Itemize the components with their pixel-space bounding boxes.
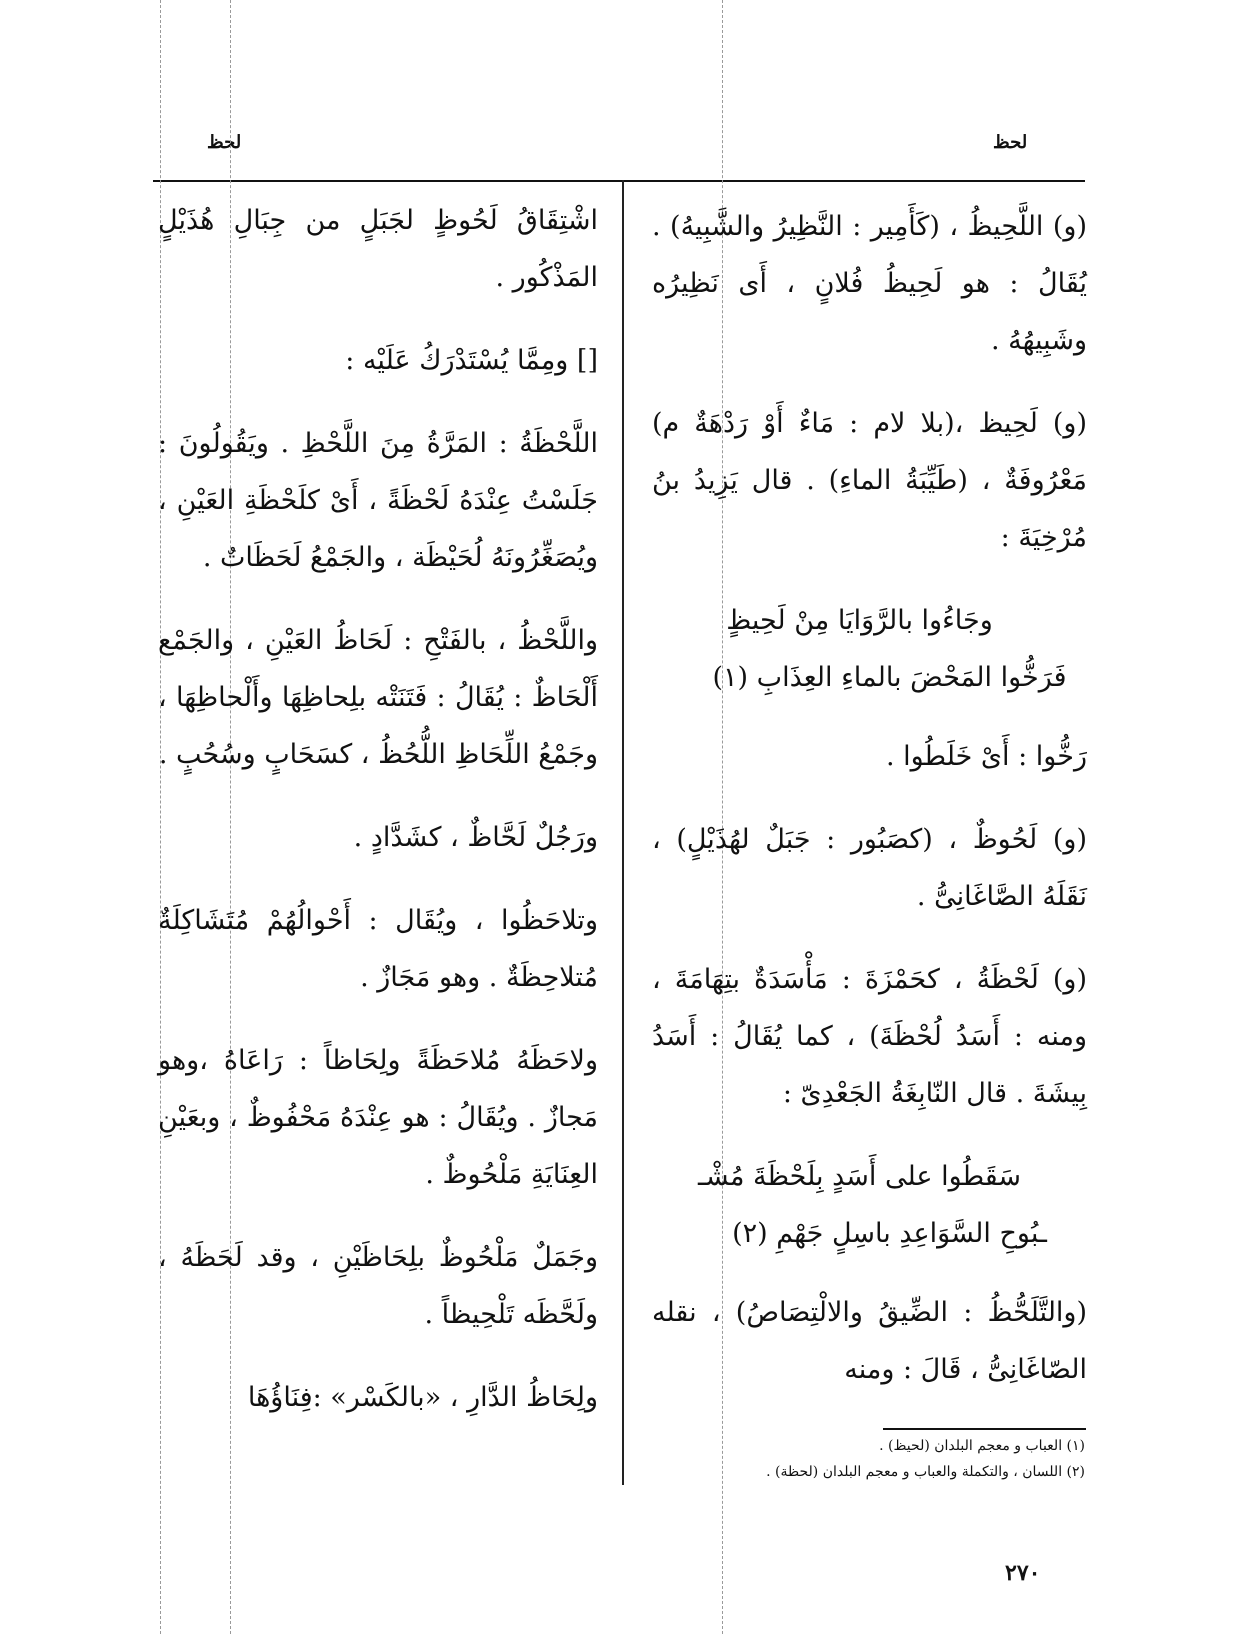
entry-paragraph: اللَّحْظَةُ : المَرَّةُ مِنَ اللَّحْظِ . ويَقُولُونَ : جَلَسْتُ عِنْدَهُ لَحْظَةً ، أَىْ كلَحْظَةِ العَيْنِ ، ويُصَغِّرُونَهُ لُحَيْظَة ، والجَمْعُ لَحَظَاتٌ .: [158, 428, 598, 573]
entry-paragraph: (و) لَحْظَةُ ، كحَمْزَةَ : مَأْسَدَةٌ بتِهَامَةَ ، ومنه : أَسَدُ لُحْظَةَ) ، كما يُقَالُ : أَسَدُ بِيشَةَ . قال النّابِغَةُ الجَعْدِىّ :: [652, 964, 1087, 1109]
entry-paragraph: وتلاحَظُوا ، ويُقَال : أَحْوالُهُمْ مُتَشَاكِلَةٌ مُتلاحِظَةٌ . وهو مَجَازٌ .: [158, 905, 598, 993]
footnote-rule: [883, 1428, 1086, 1430]
entry-paragraph: (و) لَحُوظٌ ، (كصَبُور : جَبَلٌ لهُذَيْلٍ) ، نَقَلَهُ الصَّاغَانِىُّ .: [652, 824, 1087, 912]
page-number: ٢٧٠: [1005, 1560, 1041, 1586]
footnotes: [620, 1433, 1085, 1485]
entry-paragraph: وجَمَلٌ مَلْحُوظٌ بلِحَاظَيْنِ ، وقد لَحَظَهُ ، ولَحَّظَه تَلْحِيظاً .: [158, 1242, 598, 1330]
entry-paragraph: ولاحَظَهُ مُلاحَظَةً ولِحَاظاً : رَاعَاهُ ،وهو مَجازٌ . ويُقَالُ : هو عِنْدَهُ مَحْفُوظٌ ، وبعَيْنِ العِنَايَةِ مَلْحُوظٌ .: [158, 1045, 598, 1190]
verse-line: سَقَطُوا على أَسَدٍ بِلَحْظَةَ مُشْـ: [697, 1161, 1022, 1192]
entry-paragraph: (و) اللَّحِيظُ ، (كَأَمِير : النَّظِيرُ والشَّبِيهُ) . يُقَالُ : هو لَحِيظُ فُلانٍ ، أَى نَظِيرُه وشَبِيهُهُ .: [652, 211, 1087, 356]
entry-paragraph: (والتَّلَحُّظُ : الضِّيقُ والالْتِصَاصُ) ، نقله الصّاغَانِىُّ ، قَالَ : ومنه: [652, 1297, 1087, 1385]
entry-paragraph: (و) لَحِيظ ،(بلا لام : مَاءٌ أَوْ رَدْهَةٌ م) مَعْرُوفَةٌ ، (طَيِّبَةُ الماءِ) . قال يَزِيدُ بنُ مُرْخِيَةَ :: [652, 408, 1087, 553]
verse-line: وجَاءُوا بالرَّوَايَا مِنْ لَحِيظٍ: [726, 605, 993, 636]
entry-paragraph: رَخُّوا : أَىْ خَلَطُوا .: [885, 741, 1087, 772]
footnote: (٢) اللسان ، والتكملة والعباب و معجم البلدان (لحظة) .: [766, 1464, 1085, 1480]
header-rule: [153, 180, 1085, 182]
footnote: (١) العباب و معجم البلدان (لحيظ) .: [879, 1438, 1085, 1454]
running-header-right: لحظ: [993, 132, 1028, 153]
section-heading: [] ومِمَّا يُسْتَدْرَكُ عَلَيْه :: [345, 345, 598, 376]
entry-paragraph: واللَّحْظُ ، بالفَتْحِ : لَحَاظُ العَيْنِ ، والجَمْع أَلْحَاظٌ : يُقَالُ : فَتَنَتْه بلِحاظِهَا وأَلْحاظِهَا ، وجَمْعُ اللِّحَاظِ اللُّحُظُ ، كسَحَابٍ وسُحُبٍ .: [158, 625, 598, 770]
left-text-column: [158, 192, 598, 1452]
verse-line: فَرَخُّوا المَحْضَ بالماءِ العِذَابِ (١): [712, 662, 1067, 693]
column-divider: [622, 180, 624, 1485]
entry-paragraph: اشْتِقَاقُ لَحُوظٍ لجَبَلٍ من جِبَالِ هُذَيْلٍ المَذْكُور .: [158, 205, 598, 293]
verse-line: ـبُوحِ السَّوَاعِدِ باسِلٍ جَهْمِ (٢): [732, 1218, 1047, 1249]
entry-paragraph: ورَجُلٌ لَحَّاظٌ ، كشَدَّادٍ .: [353, 822, 598, 853]
right-text-column: [652, 198, 1087, 1412]
entry-paragraph: ولِحَاظُ الدَّارِ ، «بالكَسْر» :فِنَاؤُهَا: [247, 1382, 598, 1413]
running-header-left: لحظ: [207, 132, 242, 153]
